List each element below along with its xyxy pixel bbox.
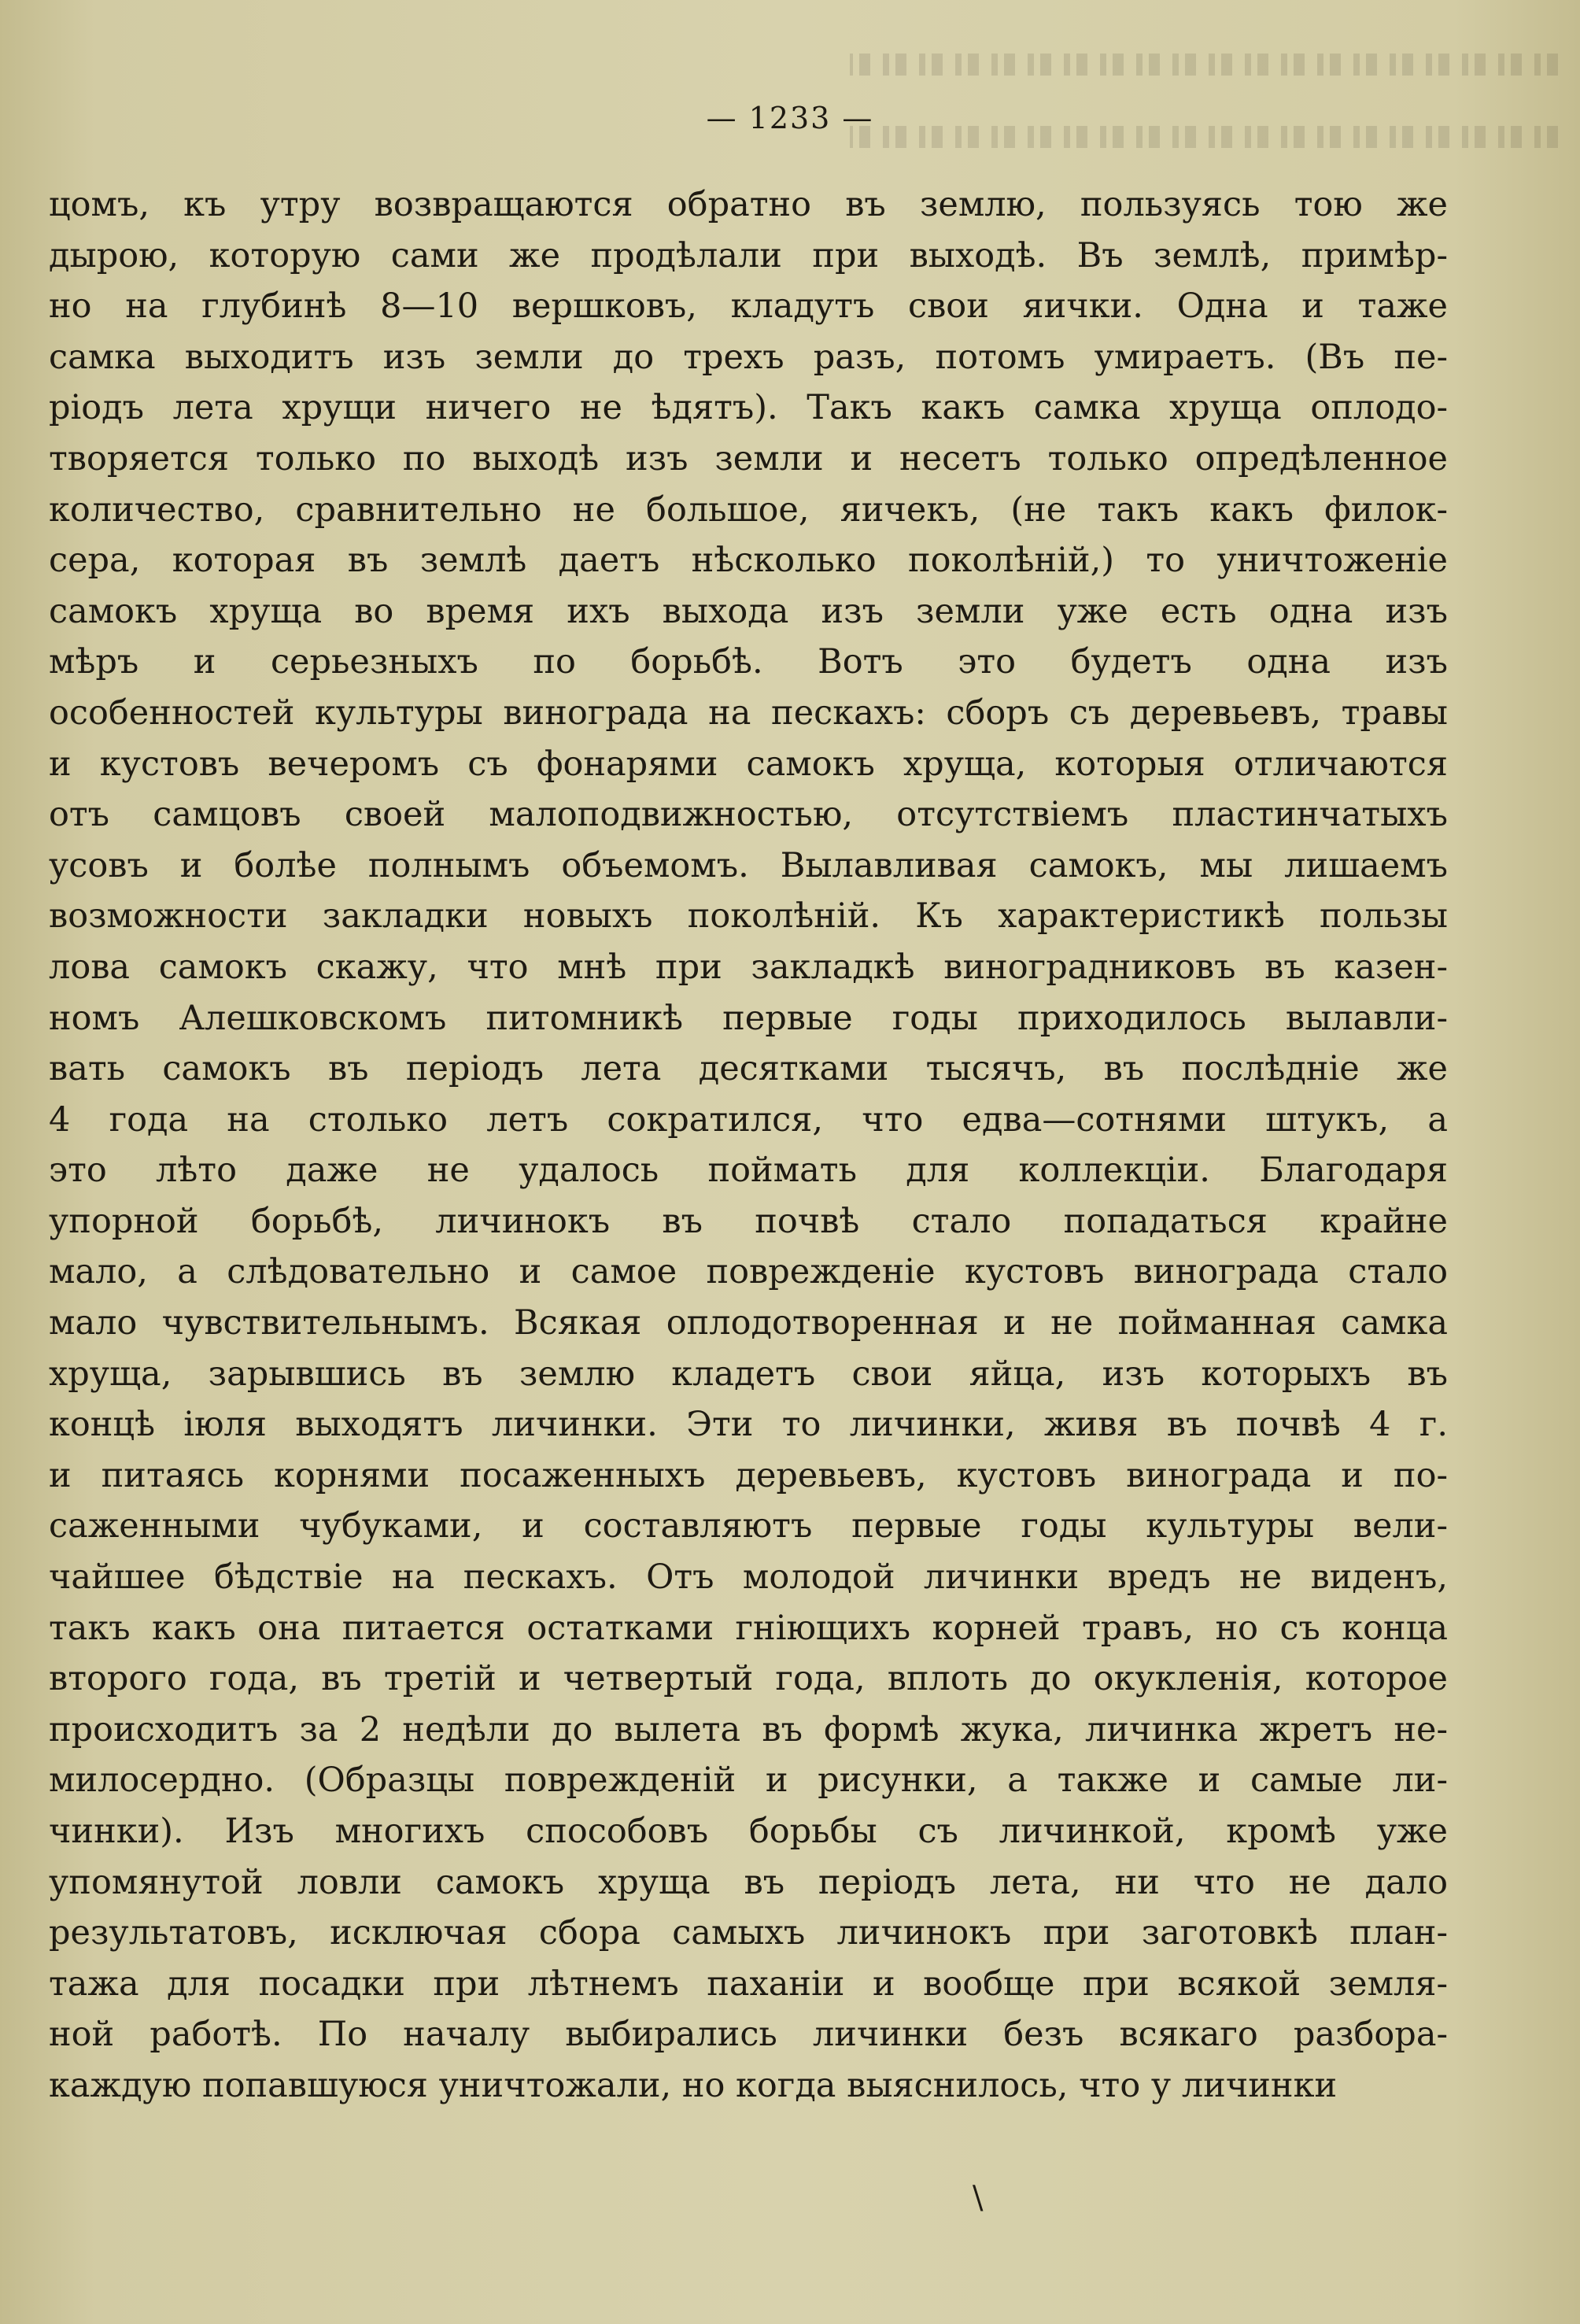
text-line: происходитъ за 2 недѣли до вылета въ формѣ жука, личинка жретъ не- (49, 1709, 1448, 1749)
text-line: упорной борьбѣ, личинокъ въ почвѣ стало попадаться крайне (49, 1201, 1448, 1241)
text-line: второго года, въ третій и четвертый года, вплоть до окукленія, которое (49, 1659, 1448, 1699)
text-line: самокъ хруща во время ихъ выхода изъ земли уже есть одна изъ (49, 591, 1448, 631)
text-line: тажа для посадки при лѣтнемъ паханіи и вообще при всякой земля- (49, 1964, 1448, 2004)
text-line: мѣръ и серьезныхъ по борьбѣ. Вотъ это будетъ одна изъ (49, 642, 1448, 682)
text-line: мало чувствительнымъ. Всякая оплодотворенная и не пойманная самка (49, 1303, 1448, 1343)
text-line: ной работѣ. По началу выбирались личинки безъ всякаго разбора- (49, 2015, 1448, 2055)
text-line: концѣ іюля выходятъ личинки. Эти то личинки, живя въ почвѣ 4 г. (49, 1405, 1448, 1445)
text-line: номъ Алешковскомъ питомникѣ первые годы приходилось вылавли- (49, 998, 1448, 1038)
text-line: результатовъ, исключая сбора самыхъ личинокъ при заготовкѣ план- (49, 1913, 1448, 1953)
text-line: творяется только по выходѣ изъ земли и несетъ только опредѣленное (49, 438, 1448, 478)
text-line: особенностей культуры винограда на пескахъ: сборъ съ деревьевъ, травы (49, 693, 1448, 733)
text-line: милосердно. (Образцы поврежденій и рисунки, а также и самые ли- (49, 1761, 1448, 1801)
text-line: самка выходитъ изъ земли до трехъ разъ, потомъ умираетъ. (Въ пе- (49, 337, 1448, 377)
footer-mark: \ (973, 2180, 984, 2216)
text-line: это лѣто даже не удалось поймать для коллекціи. Благодаря (49, 1151, 1448, 1191)
text-line: и кустовъ вечеромъ съ фонарями самокъ хруща, которыя отличаются (49, 744, 1448, 784)
text-line: отъ самцовъ своей малоподвижностью, отсутствіемъ пластинчатыхъ (49, 795, 1448, 835)
text-line: мало, а слѣдовательно и самое поврежденіе кустовъ винограда стало (49, 1252, 1448, 1292)
text-line: сера, которая въ землѣ даетъ нѣсколько поколѣній,) то уничтоженіе (49, 541, 1448, 581)
text-line: лова самокъ скажу, что мнѣ при закладкѣ виноградниковъ въ казен- (49, 947, 1448, 987)
text-line: усовъ и болѣе полнымъ объемомъ. Вылавливая самокъ, мы лишаемъ (49, 845, 1448, 885)
text-line: 4 года на столько летъ сократился, что едва—сотнями штукъ, а (49, 1099, 1448, 1140)
text-line: хруща, зарывшись въ землю кладетъ свои яйца, изъ которыхъ въ (49, 1354, 1448, 1394)
text-line: дырою, которую сами же продѣлали при выходѣ. Въ землѣ, примѣр- (49, 235, 1448, 275)
body-text (49, 179, 1448, 2112)
text-line: чайшее бѣдствіе на пескахъ. Отъ молодой личинки вредъ не виденъ, (49, 1557, 1448, 1598)
text-line: саженными чубуками, и составляютъ первые годы культуры вели- (49, 1506, 1448, 1546)
bleed-line (850, 54, 1558, 76)
text-line: вать самокъ въ періодъ лета десятками тысячъ, въ послѣдніе же (49, 1049, 1448, 1089)
text-line: такъ какъ она питается остатками гніющихъ корней травъ, но съ конца (49, 1608, 1448, 1648)
text-line: чинки). Изъ многихъ способовъ борьбы съ личинкой, кромѣ уже (49, 1812, 1448, 1851)
text-line: ріодъ лета хрущи ничего не ѣдятъ). Такъ какъ самка хруща оплодо- (49, 388, 1448, 428)
text-line: но на глубинѣ 8—10 вершковъ, кладутъ свои яички. Одна и таже (49, 286, 1448, 327)
text-line: количество, сравнительно не большое, яичекъ, (не такъ какъ филок- (49, 490, 1448, 530)
text-line: каждую попавшуюся уничтожали, но когда выяснилось, что у личинки (49, 2065, 1338, 2105)
text-line: и питаясь корнями посаженныхъ деревьевъ, кустовъ винограда и по- (49, 1455, 1448, 1495)
text-line: цомъ, къ утру возвращаются обратно въ землю, пользуясь тою же (49, 185, 1448, 224)
text-line: возможности закладки новыхъ поколѣній. Къ характеристикѣ пользы (49, 896, 1448, 937)
page-number-header: — 1233 — (706, 101, 874, 135)
text-line: упомянутой ловли самокъ хруща въ періодъ лета, ни что не дало (49, 1862, 1448, 1902)
